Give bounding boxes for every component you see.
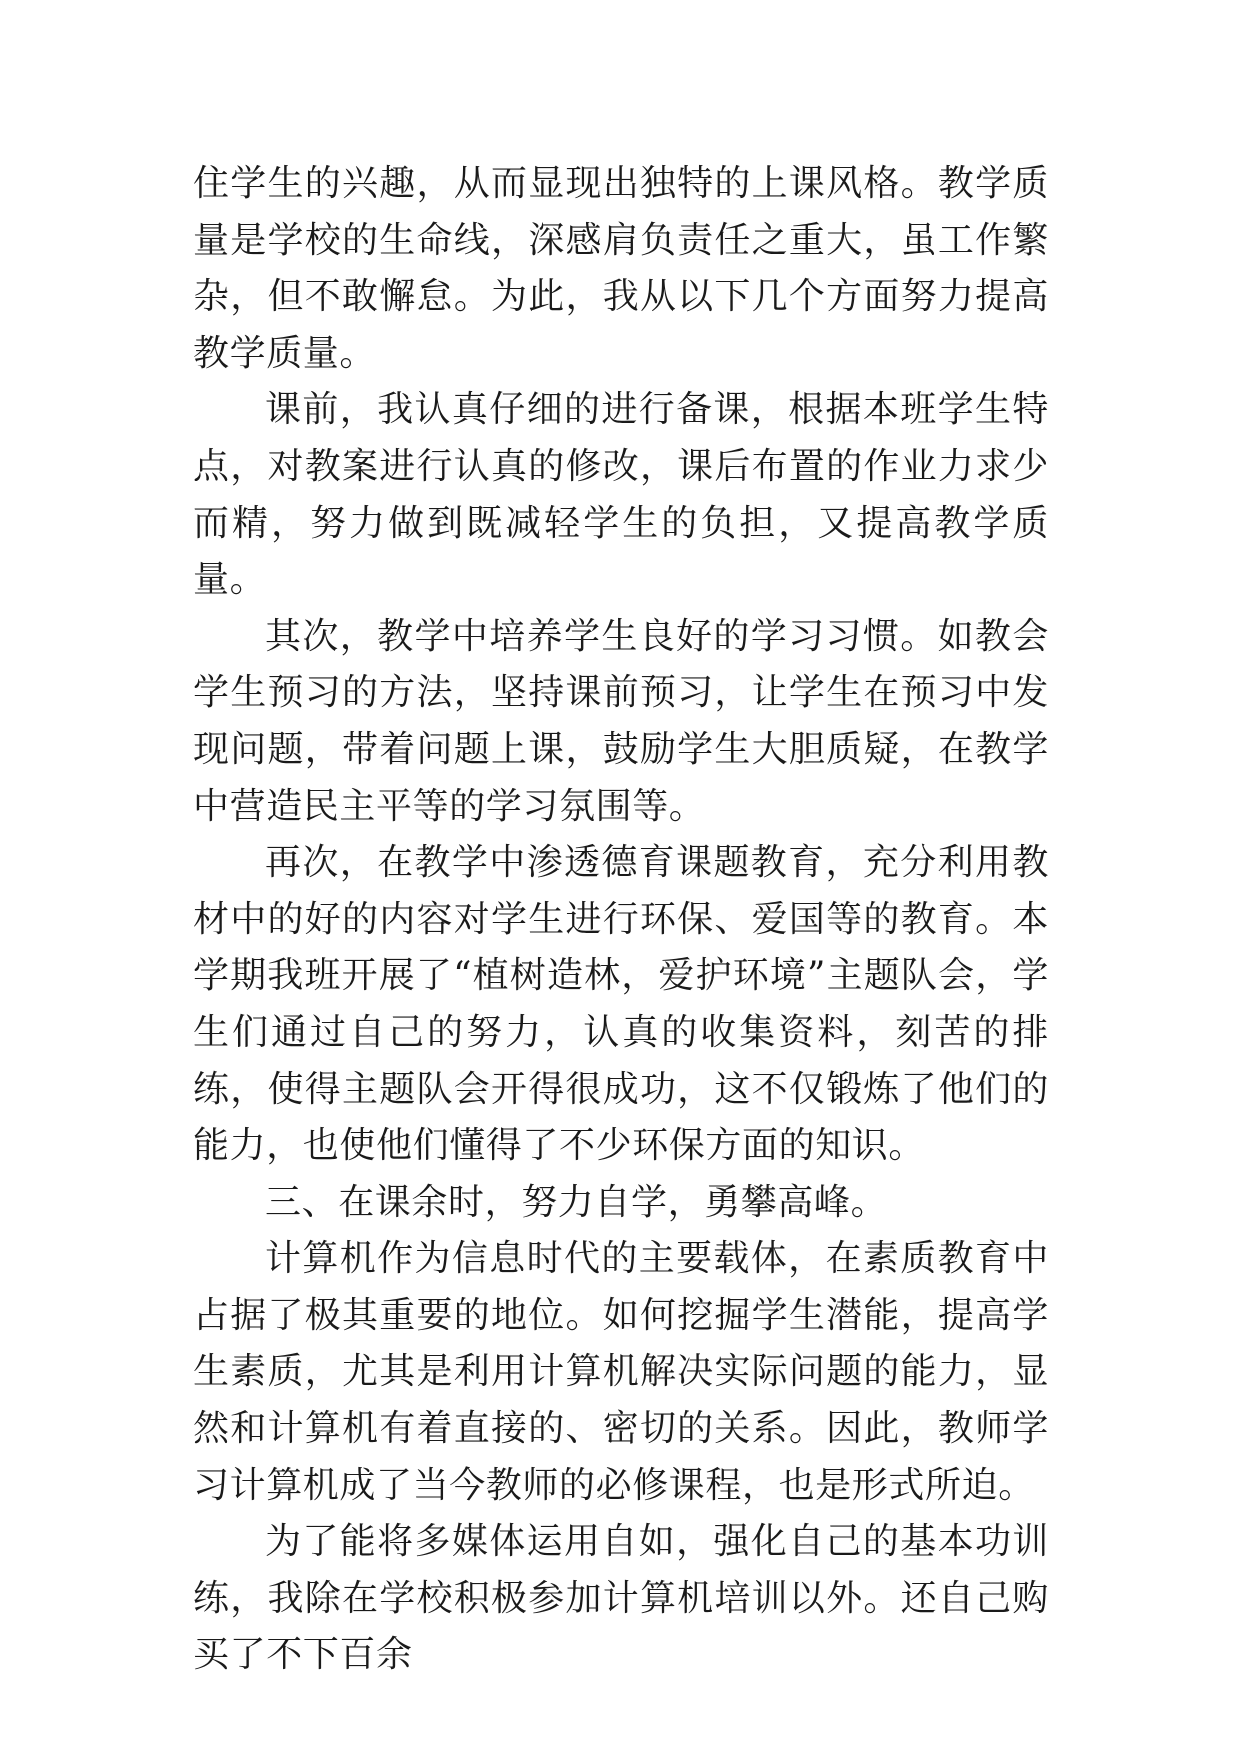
document-body [193,156,1049,1684]
section-heading-self-study: 三、在课余时，努力自学，勇攀高峰。 [265,1181,888,1223]
paragraph-lesson-prep: 课前，我认真仔细的进行备课，根据本班学生特点，对教案进行认真的修改，课后布置的作业力求少而精，努力做到既减轻学生的负担，又提高教学质量。 [193,389,1049,601]
paragraph-moral-education: 再次，在教学中渗透德育课题教育，充分利用教材中的好的内容对学生进行环保、爱国等的教育。本学期我班开展了“植树造林，爱护环境”主题队会，学生们通过自己的努力，认真的收集资料，刻苦的排练，使得主题队会开得很成功，这不仅锻炼了他们的能力，也使他们懂得了不少环保方面的知识。 [193,842,1049,1167]
paragraph-computer-importance: 计算机作为信息时代的主要载体，在素质教育中占据了极其重要的地位。如何挖掘学生潜能，提高学生素质，尤其是利用计算机解决实际问题的能力，显然和计算机有着直接的、密切的关系。因此，教师学习计算机成了当今教师的必修课程，也是形式所迫。 [193,1238,1049,1506]
paragraph-continuation: 住学生的兴趣，从而显现出独特的上课风格。教学质量是学校的生命线，深感肩负责任之重大，虽工作繁杂，但不敢懈怠。为此，我从以下几个方面努力提高教学质量。 [193,163,1049,374]
paragraph-multimedia-training: 为了能将多媒体运用自如，强化自己的基本功训练，我除在学校积极参加计算机培训以外。还自己购买了不下百余 [193,1521,1049,1676]
paragraph-study-habits: 其次，教学中培养学生良好的学习习惯。如教会学生预习的方法，坚持课前预习，让学生在预习中发现问题，带着问题上课，鼓励学生大胆质疑，在教学中营造民主平等的学习氛围等。 [193,615,1049,827]
